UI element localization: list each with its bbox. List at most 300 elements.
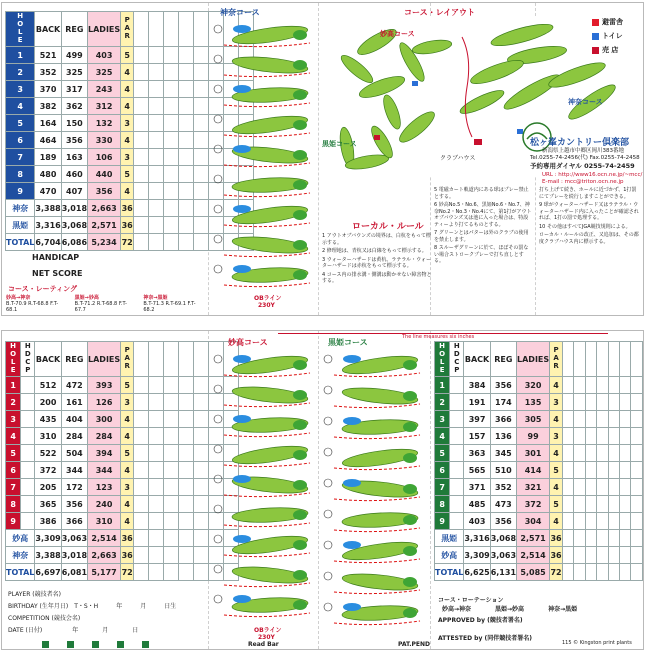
score-cell[interactable]	[597, 394, 608, 411]
subtotal-score	[164, 217, 179, 234]
reg-yardage: 356	[490, 377, 516, 394]
hole-map-8	[212, 561, 316, 589]
score-cell[interactable]	[597, 462, 608, 479]
table-row	[435, 377, 643, 394]
hole-map-5	[212, 471, 316, 499]
score-cell[interactable]	[597, 496, 608, 513]
par-value: 3	[550, 394, 563, 411]
score-cell[interactable]	[134, 132, 149, 149]
score-cell[interactable]	[134, 462, 149, 479]
reg-yardage: 163	[61, 149, 87, 166]
score-cell[interactable]	[608, 428, 619, 445]
back-yardage: 205	[35, 479, 61, 496]
score-cell[interactable]	[620, 428, 631, 445]
score-cell[interactable]	[164, 513, 179, 530]
subtotal-label: 神奈	[6, 547, 35, 564]
score-cell[interactable]	[164, 183, 179, 200]
score-cell[interactable]	[194, 132, 209, 149]
score-cell[interactable]	[164, 479, 179, 496]
ladies-yardage: 106	[88, 149, 121, 166]
score-cell[interactable]	[585, 377, 596, 394]
ladies-yardage: 330	[88, 132, 121, 149]
subtotal-score	[149, 217, 164, 234]
score-cell[interactable]	[562, 479, 573, 496]
hole-map-6	[212, 171, 316, 199]
ladies-yardage: 394	[88, 445, 121, 462]
score-cell[interactable]	[585, 479, 596, 496]
score-cell[interactable]	[134, 98, 149, 115]
table-row	[435, 513, 643, 530]
score-cell[interactable]	[585, 462, 596, 479]
hole-map-2	[322, 382, 426, 410]
score-cell[interactable]	[179, 132, 194, 149]
score-cell[interactable]	[149, 377, 164, 394]
reg-yardage: 460	[61, 166, 87, 183]
score-cell[interactable]	[597, 428, 608, 445]
reg-yardage: 499	[61, 47, 87, 64]
myoko-score-table	[5, 341, 239, 581]
score-cell[interactable]	[164, 115, 179, 132]
score-cell[interactable]	[631, 445, 643, 462]
score-cell[interactable]	[194, 496, 209, 513]
subtotal-reg: 3,063	[490, 547, 516, 564]
subtotal-ladies: 5,085	[517, 564, 550, 581]
score-cell[interactable]	[164, 428, 179, 445]
par-value: 4	[121, 496, 134, 513]
score-cell[interactable]	[134, 479, 149, 496]
subtotal-back: 3,309	[464, 547, 490, 564]
scorecard-back	[1, 330, 644, 650]
score-cell[interactable]	[149, 81, 164, 98]
subtotal-label: TOTAL	[435, 564, 464, 581]
ladies-yardage: 344	[88, 462, 121, 479]
score-cell[interactable]	[194, 166, 209, 183]
rating-entry	[75, 294, 138, 313]
score-blank	[574, 342, 585, 377]
score-cell[interactable]	[562, 394, 573, 411]
score-cell[interactable]	[608, 377, 619, 394]
subtotal-score	[597, 547, 608, 564]
score-cell[interactable]	[562, 462, 573, 479]
ladies-yardage: 440	[88, 166, 121, 183]
score-cell[interactable]	[164, 149, 179, 166]
score-cell[interactable]	[149, 149, 164, 166]
par-value: 3	[121, 115, 134, 132]
ladies-yardage: 403	[88, 47, 121, 64]
ladies-yardage: 356	[88, 183, 121, 200]
score-cell[interactable]	[164, 132, 179, 149]
score-cell[interactable]	[164, 394, 179, 411]
score-cell[interactable]	[631, 496, 643, 513]
score-cell[interactable]	[597, 513, 608, 530]
kurohime-layout-label: 黒姫コース	[322, 140, 357, 148]
subtotal-ladies: 5,177	[88, 564, 121, 581]
score-cell[interactable]	[620, 462, 631, 479]
score-cell[interactable]	[149, 132, 164, 149]
score-cell[interactable]	[574, 479, 585, 496]
table-row	[6, 513, 239, 530]
local-rule: 7 グリーンとはパターは外のクラブの使用を禁止します。	[434, 230, 529, 243]
score-cell[interactable]	[620, 445, 631, 462]
score-cell[interactable]	[574, 445, 585, 462]
score-cell[interactable]	[179, 115, 194, 132]
hdcp-cell	[450, 445, 464, 462]
score-cell[interactable]	[631, 513, 643, 530]
score-cell[interactable]	[194, 411, 209, 428]
score-cell[interactable]	[194, 462, 209, 479]
back-yardage: 310	[35, 428, 61, 445]
score-cell[interactable]	[585, 496, 596, 513]
score-cell[interactable]	[149, 183, 164, 200]
score-cell[interactable]	[134, 81, 149, 98]
score-cell[interactable]	[149, 428, 164, 445]
club-url[interactable]: URL : http://www16.ocn.ne.jp/~mcc/	[542, 172, 643, 178]
score-cell[interactable]	[574, 513, 585, 530]
score-cell[interactable]	[608, 513, 619, 530]
score-cell[interactable]	[179, 445, 194, 462]
header-ladies: LADIES	[517, 342, 550, 377]
subtotal-score	[585, 547, 596, 564]
score-cell[interactable]	[134, 513, 149, 530]
yard-label-2: 230Y	[258, 634, 275, 641]
par-value: 4	[550, 479, 563, 496]
score-cell[interactable]	[620, 394, 631, 411]
score-cell[interactable]	[562, 445, 573, 462]
rating-entry	[143, 294, 206, 313]
score-cell[interactable]	[194, 445, 209, 462]
score-cell[interactable]	[164, 377, 179, 394]
hole-number: 5	[435, 445, 450, 462]
score-cell[interactable]	[562, 428, 573, 445]
score-cell[interactable]	[149, 479, 164, 496]
score-cell[interactable]	[164, 166, 179, 183]
subtotal-score	[631, 530, 643, 547]
subtotal-score	[597, 564, 608, 581]
myoko-map-title: 妙高コース	[228, 338, 268, 347]
hdcp-cell	[450, 428, 464, 445]
score-cell[interactable]	[194, 47, 209, 64]
back-yardage: 157	[464, 428, 490, 445]
score-cell[interactable]	[631, 462, 643, 479]
score-cell[interactable]	[608, 394, 619, 411]
rating-list	[6, 294, 206, 313]
score-cell[interactable]	[149, 513, 164, 530]
subtotal-back: 3,316	[35, 217, 61, 234]
score-cell[interactable]	[179, 496, 194, 513]
score-cell[interactable]	[179, 462, 194, 479]
score-cell[interactable]	[179, 183, 194, 200]
score-cell[interactable]	[134, 377, 149, 394]
subtotal-par: 36	[121, 217, 134, 234]
par-value: 4	[121, 513, 134, 530]
ladies-yardage: 243	[88, 81, 121, 98]
score-cell[interactable]	[562, 496, 573, 513]
score-cell[interactable]	[164, 462, 179, 479]
hdcp-cell	[21, 394, 35, 411]
score-cell[interactable]	[179, 411, 194, 428]
score-cell[interactable]	[134, 411, 149, 428]
score-blank	[149, 12, 164, 47]
subtotal-label: TOTAL	[6, 564, 35, 581]
score-cell[interactable]	[179, 377, 194, 394]
ladies-yardage: 372	[517, 496, 550, 513]
score-cell[interactable]	[608, 496, 619, 513]
subtotal-score	[574, 547, 585, 564]
club-email[interactable]: E-mail : mcc@triton.ocn.ne.jp	[542, 179, 624, 185]
score-cell[interactable]	[574, 428, 585, 445]
subtotal-score	[608, 564, 619, 581]
reg-yardage: 407	[61, 183, 87, 200]
par-value: 5	[121, 445, 134, 462]
score-cell[interactable]	[149, 445, 164, 462]
score-cell[interactable]	[585, 411, 596, 428]
local-rules-right	[539, 187, 639, 247]
score-cell[interactable]	[631, 479, 643, 496]
subtotal-score	[164, 530, 179, 547]
score-cell[interactable]	[194, 64, 209, 81]
hole-number: 2	[6, 64, 35, 81]
ladies-yardage: 301	[517, 445, 550, 462]
score-cell[interactable]	[149, 411, 164, 428]
back-yardage: 382	[35, 98, 61, 115]
score-cell[interactable]	[134, 47, 149, 64]
score-cell[interactable]	[631, 377, 643, 394]
table-row	[435, 479, 643, 496]
attested-label: ATTESTED by (同伴競技者署名)	[438, 635, 532, 642]
reg-yardage: 136	[490, 428, 516, 445]
legend-item	[592, 17, 623, 27]
score-cell[interactable]	[608, 462, 619, 479]
par-value: 5	[550, 462, 563, 479]
score-cell[interactable]	[597, 411, 608, 428]
score-cell[interactable]	[164, 496, 179, 513]
score-cell[interactable]	[631, 428, 643, 445]
score-cell[interactable]	[194, 81, 209, 98]
score-cell[interactable]	[562, 513, 573, 530]
score-cell[interactable]	[585, 428, 596, 445]
score-blank	[631, 342, 643, 377]
score-cell[interactable]	[179, 394, 194, 411]
score-cell[interactable]	[179, 149, 194, 166]
back-yardage: 485	[464, 496, 490, 513]
score-cell[interactable]	[631, 394, 643, 411]
score-cell[interactable]	[134, 428, 149, 445]
subtotal-ladies: 2,571	[88, 217, 121, 234]
score-cell[interactable]	[164, 98, 179, 115]
back-yardage: 464	[35, 132, 61, 149]
score-cell[interactable]	[179, 428, 194, 445]
hole-number: 4	[435, 428, 450, 445]
score-cell[interactable]	[164, 445, 179, 462]
score-cell[interactable]	[574, 377, 585, 394]
score-cell[interactable]	[620, 513, 631, 530]
score-cell[interactable]	[179, 64, 194, 81]
score-cell[interactable]	[179, 479, 194, 496]
header-hole: HOLE	[6, 342, 21, 377]
score-cell[interactable]	[134, 394, 149, 411]
subtotal-reg: 6,131	[490, 564, 516, 581]
reg-yardage: 161	[61, 394, 87, 411]
hole-number: 9	[6, 183, 35, 200]
score-cell[interactable]	[620, 479, 631, 496]
score-cell[interactable]	[574, 411, 585, 428]
score-cell[interactable]	[179, 47, 194, 64]
hole-number: 8	[435, 496, 450, 513]
score-cell[interactable]	[620, 377, 631, 394]
score-cell[interactable]	[585, 394, 596, 411]
score-cell[interactable]	[574, 496, 585, 513]
score-cell[interactable]	[179, 513, 194, 530]
table-row	[6, 394, 239, 411]
score-cell[interactable]	[134, 445, 149, 462]
subtotal-score	[574, 564, 585, 581]
table-row	[6, 428, 239, 445]
score-cell[interactable]	[585, 445, 596, 462]
local-rule-title: ローカル・ルール	[352, 222, 424, 232]
subtotal-score	[620, 530, 631, 547]
reg-yardage: 174	[490, 394, 516, 411]
score-cell[interactable]	[194, 513, 209, 530]
score-cell[interactable]	[149, 115, 164, 132]
score-cell[interactable]	[608, 411, 619, 428]
score-cell[interactable]	[179, 166, 194, 183]
subtotal-score	[149, 530, 164, 547]
score-cell[interactable]	[134, 64, 149, 81]
score-cell[interactable]	[562, 377, 573, 394]
score-cell[interactable]	[194, 479, 209, 496]
subtotal-par: 36	[550, 547, 563, 564]
score-cell[interactable]	[574, 394, 585, 411]
score-cell[interactable]	[597, 479, 608, 496]
par-value: 4	[550, 513, 563, 530]
kanna-hole-maps	[212, 21, 316, 291]
score-cell[interactable]	[179, 98, 194, 115]
score-cell[interactable]	[620, 411, 631, 428]
table-row	[435, 445, 643, 462]
header-reg: REG	[490, 342, 516, 377]
hole-map-9	[212, 591, 316, 619]
score-cell[interactable]	[134, 183, 149, 200]
score-cell[interactable]	[149, 166, 164, 183]
hdcp-cell	[21, 496, 35, 513]
subtotal-par: 72	[121, 564, 134, 581]
rating-name: 神奈→黒姫	[143, 295, 168, 301]
back-yardage: 365	[35, 496, 61, 513]
score-cell[interactable]	[620, 496, 631, 513]
score-cell[interactable]	[194, 98, 209, 115]
subtotal-reg: 3,018	[61, 200, 87, 217]
table-row	[6, 445, 239, 462]
local-rule: 4 コース内の排水溝・側溝は動かせない障害物とする。	[322, 271, 432, 284]
printer-credit: 115 © Kingston print plants	[562, 640, 632, 646]
reg-yardage: 356	[61, 496, 87, 513]
handicap-label: HANDICAP	[32, 253, 80, 262]
subtotal-score	[194, 547, 209, 564]
score-cell[interactable]	[179, 81, 194, 98]
ladies-yardage: 300	[88, 411, 121, 428]
local-rule: 2 修理地は、青杭又は白線をもって標示する。	[322, 248, 427, 254]
score-cell[interactable]	[562, 411, 573, 428]
subtotal-score	[179, 200, 194, 217]
local-rule: 3 ウォーターハザードは黄杭、ラテラル・ウォーターハザードは赤杭をもって標示する。	[322, 256, 431, 269]
back-yardage: 403	[464, 513, 490, 530]
hole-map-8	[212, 231, 316, 259]
score-cell[interactable]	[164, 411, 179, 428]
score-cell[interactable]	[194, 394, 209, 411]
score-cell[interactable]	[149, 462, 164, 479]
score-cell[interactable]	[164, 81, 179, 98]
subtotal-score	[194, 217, 209, 234]
legend-item	[592, 31, 623, 41]
hole-map-3	[322, 413, 426, 441]
score-cell[interactable]	[574, 462, 585, 479]
subtotal-ladies: 2,663	[88, 200, 121, 217]
subtotal-score	[149, 234, 164, 251]
score-blank	[562, 342, 573, 377]
subtotal-score	[134, 547, 149, 564]
score-cell[interactable]	[194, 115, 209, 132]
hole-number: 5	[6, 115, 35, 132]
score-cell[interactable]	[608, 445, 619, 462]
subtotal-score	[194, 564, 209, 581]
score-cell[interactable]	[149, 47, 164, 64]
hole-number: 1	[435, 377, 450, 394]
score-cell[interactable]	[149, 496, 164, 513]
score-cell[interactable]	[597, 377, 608, 394]
score-cell[interactable]	[164, 47, 179, 64]
birthday-label: BIRTHDAY (生年月日) T・S・H 年 月 日生	[8, 603, 177, 610]
hdcp-cell	[450, 411, 464, 428]
local-rule: 打ち上げて続き、ホールに近づかず、1打罰にてプレーを続行しますことができる。	[539, 187, 637, 200]
score-cell[interactable]	[149, 98, 164, 115]
score-cell[interactable]	[164, 64, 179, 81]
score-cell[interactable]	[608, 479, 619, 496]
local-rule: 9 球がウォーターハザード又はラテラル・ウォーターハザード内に入ったことが確認されれば、1打の罰で処理する。	[539, 202, 639, 221]
hdcp-cell	[21, 462, 35, 479]
club-address: 新潟県上越市中郷区岡川383番地	[542, 148, 624, 154]
score-cell[interactable]	[194, 377, 209, 394]
score-cell[interactable]	[194, 428, 209, 445]
score-cell[interactable]	[149, 64, 164, 81]
score-cell[interactable]	[134, 166, 149, 183]
score-cell[interactable]	[194, 183, 209, 200]
read-bar-label: Read Bar	[248, 641, 279, 648]
score-cell[interactable]	[585, 513, 596, 530]
score-cell[interactable]	[134, 115, 149, 132]
score-cell[interactable]	[134, 496, 149, 513]
hdcp-cell	[21, 377, 35, 394]
reg-yardage: 356	[61, 132, 87, 149]
score-cell[interactable]	[631, 411, 643, 428]
score-cell[interactable]	[597, 445, 608, 462]
subtotal-score	[631, 564, 643, 581]
hdcp-cell	[450, 462, 464, 479]
par-value: 5	[121, 47, 134, 64]
ladies-yardage: 393	[88, 377, 121, 394]
subtotal-score	[562, 530, 573, 547]
local-rule: 1 アウトオブバウンズの境界は、白杭をもって標示する。	[322, 233, 431, 246]
measure-note: The line measures six inches	[402, 334, 475, 340]
subtotal-score	[631, 547, 643, 564]
header-hole: HOLE	[435, 342, 450, 377]
subtotal-par: 36	[121, 547, 134, 564]
score-cell[interactable]	[149, 394, 164, 411]
hdcp-cell	[450, 479, 464, 496]
subtotal-reg: 6,081	[61, 564, 87, 581]
back-yardage: 372	[35, 462, 61, 479]
score-cell[interactable]	[194, 149, 209, 166]
score-cell[interactable]	[134, 149, 149, 166]
